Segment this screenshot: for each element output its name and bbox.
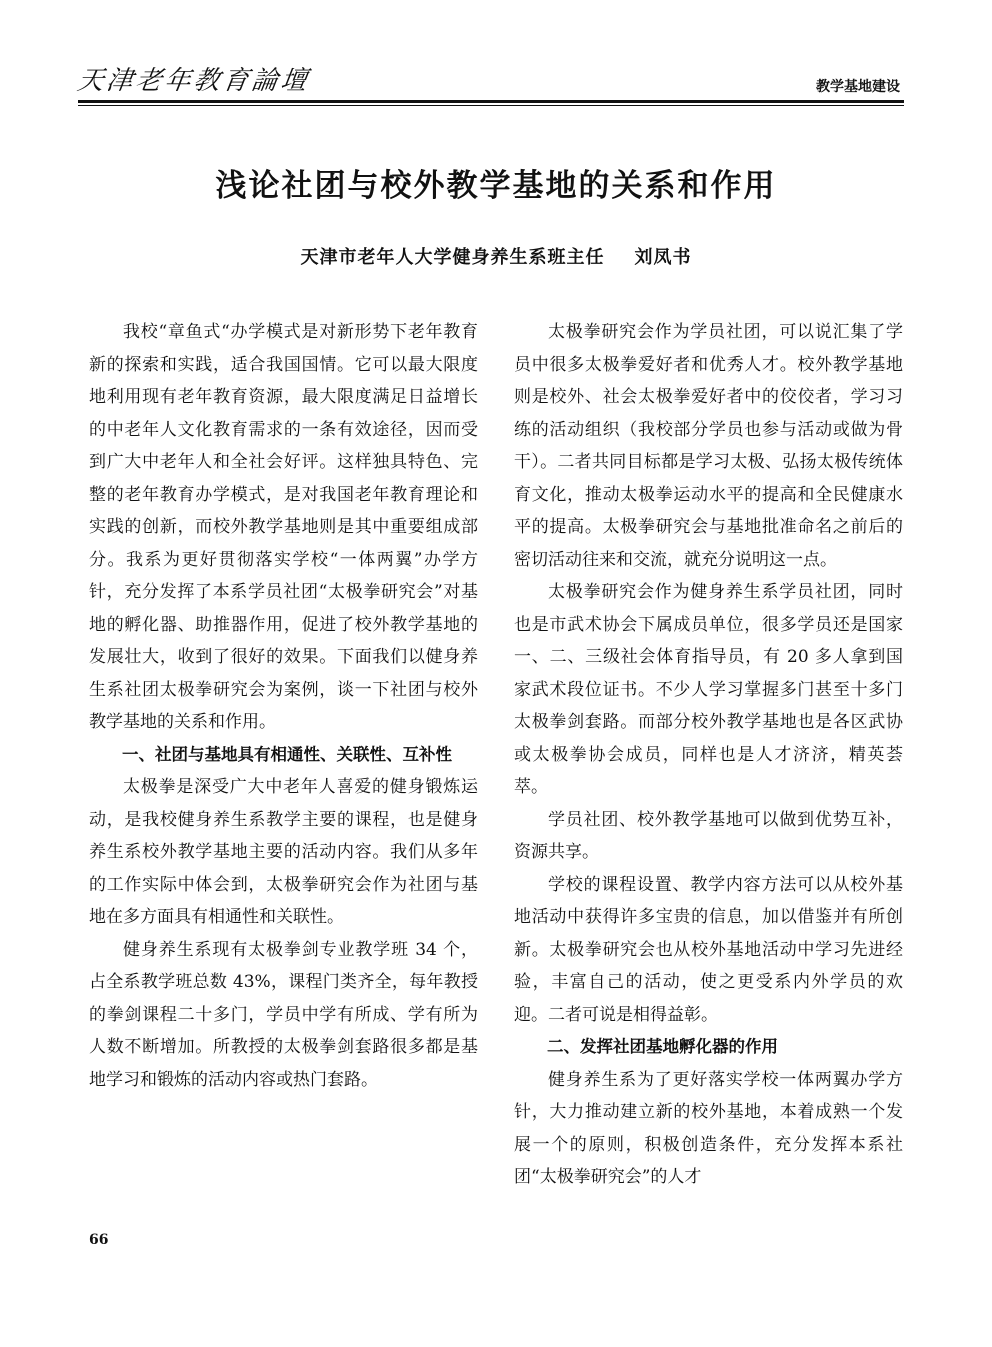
paragraph: 健身养生系为了更好落实学校一体两翼办学方针，大力推动建立新的校外基地，本着成熟一个发展一个的原则，积极创造条件，充分发挥本系社团“太极拳研究会”的人才 xyxy=(514,1069,903,1187)
section-heading: 二、发挥社团基地孵化器的作用 xyxy=(547,1037,778,1056)
paragraph: 太极拳研究会作为学员社团，可以说汇集了学员中很多太极拳爱好者和优秀人才。校外教学基地则是校外、社会太极拳爱好者中的佼佼者，学习习练的活动组织（我校部分学员也参与活动或做为骨干）。二者共同目标都是学习太极、弘扬太极传统体育文化，推动太极拳运动水平的提高和全民健康水平的提高。太极拳研究会与基地批准命名之前后的密切活动往来和交流，就充分说明这一点。 xyxy=(514,322,903,570)
paragraph: 学校的课程设置、教学内容方法可以从校外基地活动中获得许多宝贵的信息，加以借鉴并有所创新。太极拳研究会也从校外基地活动中学习先进经验，丰富自己的活动，使之更受系内外学员的欢迎。二者可说是相得益彰。 xyxy=(514,874,903,1025)
paragraph: 学员社团、校外教学基地可以做到优势互补，资源共享。 xyxy=(514,809,903,862)
article-title: 浅论社团与校外教学基地的关系和作用 xyxy=(215,168,777,204)
paragraph: 太极拳研究会作为健身养生系学员社团，同时也是市武术协会下属成员单位，很多学员还是国家一、二、三级社会体育指导员，有 20 多人拿到国家武术段位证书。不少人学习掌握多门甚至十多门太极拳剑套路。而部分校外教学基地也是各区武协或太极拳协会成员，同样也是人才济济，精英荟萃。 xyxy=(514,582,903,797)
section-label: 教学基地建设 xyxy=(816,79,900,95)
section-heading: 一、社团与基地具有相通性、关联性、互补性 xyxy=(122,744,452,764)
right-column xyxy=(514,316,903,1194)
header-rule-thin xyxy=(78,105,904,106)
page-number: 66 xyxy=(89,1232,109,1248)
left-column xyxy=(89,316,478,1096)
author-affiliation: 天津市老年人大学健身养生系班主任 xyxy=(300,247,605,268)
paragraph: 太极拳是深受广大中老年人喜爱的健身锻炼运动，是我校健身养生系教学主要的课程，也是健身养生系校外教学基地主要的活动内容。我们从多年的工作实际中体会到，太极拳研究会作为社团与基地在多方面具有相通性和关联性。 xyxy=(89,777,478,927)
author-line xyxy=(0,243,992,269)
author-name: 刘凤书 xyxy=(634,247,692,268)
paragraph: 我校“章鱼式“办学模式是对新形势下老年教育新的探索和实践，适合我国国情。它可以最大限度地利用现有老年教育资源，最大限度满足日益增长的中老年人文化教育需求的一条有效途径，因而受到广大中老年人和全社会好评。这样独具特色、完整的老年教育办学模式，是对我国老年教育理论和实践的创新，而校外教学基地则是其中重要组成部分。我系为更好贯彻落实学校“一体两翼”办学方针，充分发挥了本系学员社团“太极拳研究会”对基地的孵化器、助推器作用，促进了校外教学基地的发展壮大，收到了很好的效果。下面我们以健身养生系社团太极拳研究会为案例，谈一下社团与校外教学基地的关系和作用。 xyxy=(89,322,478,732)
paragraph: 健身养生系现有太极拳剑专业教学班 34 个，占全系教学班总数 43%，课程门类齐全，每年教授的拳剑课程二十多门，学员中学有所成、学有所为人数不断增加。所教授的太极拳剑套路很多都是基地学习和锻炼的活动内容或热门套路。 xyxy=(89,939,478,1090)
header-rule-thick xyxy=(78,100,904,103)
journal-masthead: 天津老年教育論壇 xyxy=(75,66,312,96)
